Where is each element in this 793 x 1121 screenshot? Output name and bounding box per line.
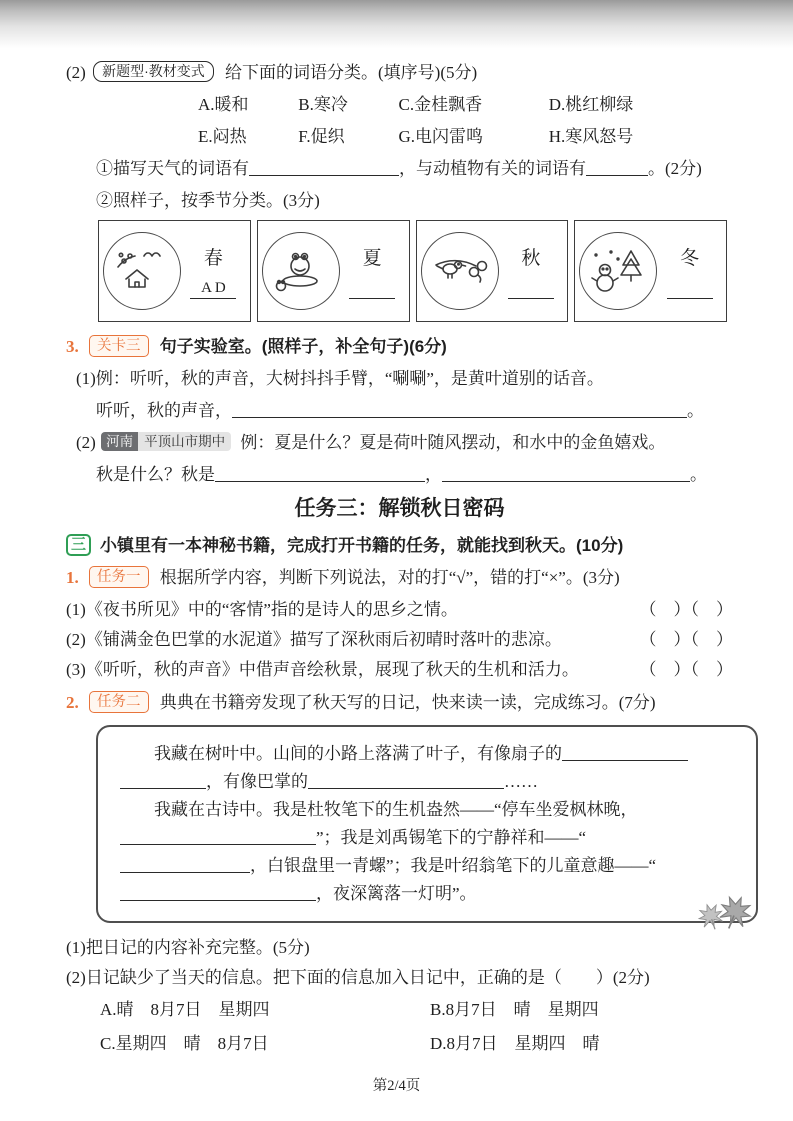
task1-header <box>66 565 733 591</box>
option-b: B.寒冷 <box>298 95 348 114</box>
choice-d: D.8月7日 星期四 晴 <box>430 1034 600 1053</box>
tf-answer-parens: （ ）（ ） <box>639 600 733 619</box>
summer-illustration-icon <box>262 232 340 310</box>
q2-sub2-text: ②照样子，按季节分类。(3分) <box>96 191 320 210</box>
q3-part1-example <box>66 366 733 392</box>
q3-part2-answer <box>66 462 733 488</box>
tf-statement: (3)《听听，秋的声音》中借声音绘秋景，展现了秋天的生机和活力。 <box>66 660 579 679</box>
diary-question-1 <box>66 935 733 961</box>
diary-question-2-text: (2)日记缺少了当天的信息。把下面的信息加入日记中，正确的是（ ）(2分) <box>66 968 650 987</box>
level-three-badge: 关卡三 <box>89 335 149 357</box>
q3-part2-answer-pre: 秋是什么？秋是 <box>96 465 215 484</box>
question-three-icon: 三 <box>66 534 91 556</box>
section-title: 任务三：解锁秋日密码 <box>294 497 505 520</box>
diary-text: 我藏在树叶中。山间的小路上落满了叶子，有像扇子的 <box>154 744 562 763</box>
q3-part2-example-text: 例：夏是什么？夏是荷叶随风摆动，和水中的金鱼嬉戏。 <box>240 433 666 452</box>
task-two-badge: 任务二 <box>89 691 149 713</box>
question-3-number: 3. <box>66 337 79 356</box>
diary-line-6 <box>120 880 734 908</box>
option-g: G.电闪雷鸣 <box>398 127 484 146</box>
season-answer-blank <box>508 278 554 299</box>
word-options-row-2 <box>66 124 733 150</box>
diary-text: ，白银盘里一青螺”；我是叶绍翁笔下的儿童意趣——“ <box>250 856 657 875</box>
answer-blank <box>120 884 316 901</box>
diary-text: ”；我是刘禹锡笔下的宁静祥和——“ <box>316 828 587 847</box>
spring-illustration-icon <box>103 232 181 310</box>
task2-number: 2. <box>66 693 79 712</box>
q3-part1-answer <box>66 398 733 424</box>
answer-blank <box>232 401 687 418</box>
diary-line-4 <box>120 824 734 852</box>
season-box-spring <box>98 220 251 322</box>
question-2-number: (2) <box>66 63 86 82</box>
diary-line-2 <box>120 768 734 796</box>
q3-part1-answer-pre: 听听，秋的声音， <box>96 401 232 420</box>
season-box-summer <box>257 220 410 322</box>
exam-region: 河南 <box>101 432 138 451</box>
true-false-item-1 <box>66 597 733 623</box>
diary-text: 我藏在古诗中。我是杜牧笔下的生机盎然——“停车坐爱枫林晚， <box>154 800 638 819</box>
diary-question-1-text: (1)把日记的内容补充完整。(5分) <box>66 938 310 957</box>
season-answer-blank <box>667 278 713 299</box>
answer-blank <box>249 159 399 176</box>
season-box-winter <box>574 220 727 322</box>
choice-c: C.星期四 晴 8月7日 <box>100 1034 269 1053</box>
answer-blank <box>442 465 690 482</box>
diary-line-5 <box>120 852 734 880</box>
new-type-badge: 新题型·教材变式 <box>93 61 214 82</box>
q3-part1-label: (1) <box>76 369 96 388</box>
task2-header <box>66 690 733 716</box>
tf-answer-parens: （ ）（ ） <box>639 660 733 679</box>
diary-text: …… <box>504 772 538 791</box>
question-2-header <box>66 60 733 86</box>
choice-a: A.晴 8月7日 星期四 <box>100 1000 270 1019</box>
task1-prompt: 根据所学内容，判断下列说法，对的打“√”，错的打“×”。(3分) <box>159 568 620 587</box>
tf-statement: (2)《铺满金色巴掌的水泥道》描写了深秋雨后初晴时落叶的悲凉。 <box>66 630 562 649</box>
season-answer-blank: A D <box>190 278 236 299</box>
season-label: 冬 <box>680 248 700 269</box>
q3-part2-label: (2) <box>76 433 96 452</box>
q2-subquestion-1 <box>66 156 733 182</box>
diary-box <box>96 725 758 923</box>
autumn-illustration-icon <box>421 232 499 310</box>
true-false-item-2 <box>66 627 733 653</box>
maple-leaf-icon <box>698 895 752 931</box>
diary-text: ，有像巴掌的 <box>206 772 308 791</box>
q3-part1-example-text: 例：听听，秋的声音，大树抖抖手臂，“唰唰”，是黄叶道别的话音。 <box>95 369 604 388</box>
page-number: 第2/4页 <box>372 1078 421 1094</box>
answer-blank <box>562 744 688 761</box>
season-label: 秋 <box>521 248 541 269</box>
q2-subquestion-2 <box>66 188 733 214</box>
option-h: H.寒风怒号 <box>548 127 634 146</box>
word-options-row-1 <box>66 92 733 118</box>
question-3-header <box>66 334 733 360</box>
diary-question-2 <box>66 965 733 991</box>
task1-number: 1. <box>66 568 79 587</box>
season-box-autumn <box>416 220 569 322</box>
q3-part2-example <box>66 430 733 456</box>
option-f: F.促织 <box>298 127 345 146</box>
task3-intro-text: 小镇里有一本神秘书籍，完成打开书籍的任务，就能找到秋天。(10分) <box>100 536 624 555</box>
season-label: 春 <box>203 248 223 269</box>
answer-blank <box>586 159 648 176</box>
true-false-item-3 <box>66 657 733 683</box>
q2-sub1-text-2: ，与动植物有关的词语有 <box>399 159 586 178</box>
diary-text: ，夜深篱落一灯明”。 <box>316 884 477 903</box>
question-2-prompt: 给下面的词语分类。(填序号)(5分) <box>225 63 478 82</box>
task-one-badge: 任务一 <box>89 566 149 588</box>
answer-blank <box>120 828 316 845</box>
diary-line-1 <box>120 740 734 768</box>
answer-blank <box>215 465 425 482</box>
choice-b: B.8月7日 晴 星期四 <box>430 1000 599 1019</box>
question-3-title: 句子实验室。(照样子，补全句子)(6分) <box>159 337 447 356</box>
option-d: D.桃红柳绿 <box>548 95 634 114</box>
answer-blank <box>120 856 250 873</box>
diary-line-3 <box>120 796 734 824</box>
season-answer-blank <box>349 278 395 299</box>
season-label: 夏 <box>362 248 382 269</box>
q3-part2-answer-post: 。 <box>690 465 707 484</box>
q2-sub1-score: 。(2分) <box>648 159 702 178</box>
answer-blank <box>120 772 206 789</box>
option-a: A.暖和 <box>198 95 249 114</box>
option-e: E.闷热 <box>198 127 247 146</box>
tf-answer-parens: （ ）（ ） <box>639 630 733 649</box>
q3-part1-answer-post: 。 <box>687 401 704 420</box>
choice-options <box>100 997 733 1057</box>
task2-prompt: 典典在书籍旁发现了秋天写的日记，快来读一读，完成练习。(7分) <box>159 693 656 712</box>
q2-sub1-text: ①描写天气的词语有 <box>96 159 249 178</box>
winter-illustration-icon <box>579 232 657 310</box>
q3-part2-answer-mid: ， <box>425 465 442 484</box>
answer-blank <box>308 772 504 789</box>
task3-intro <box>66 532 733 559</box>
tf-statement: (1)《夜书所见》中的“客情”指的是诗人的思乡之情。 <box>66 600 458 619</box>
exam-name: 平顶山市期中 <box>138 432 231 451</box>
season-boxes <box>98 220 733 322</box>
exam-source-badge <box>101 432 231 451</box>
option-c: C.金桂飘香 <box>398 95 483 114</box>
